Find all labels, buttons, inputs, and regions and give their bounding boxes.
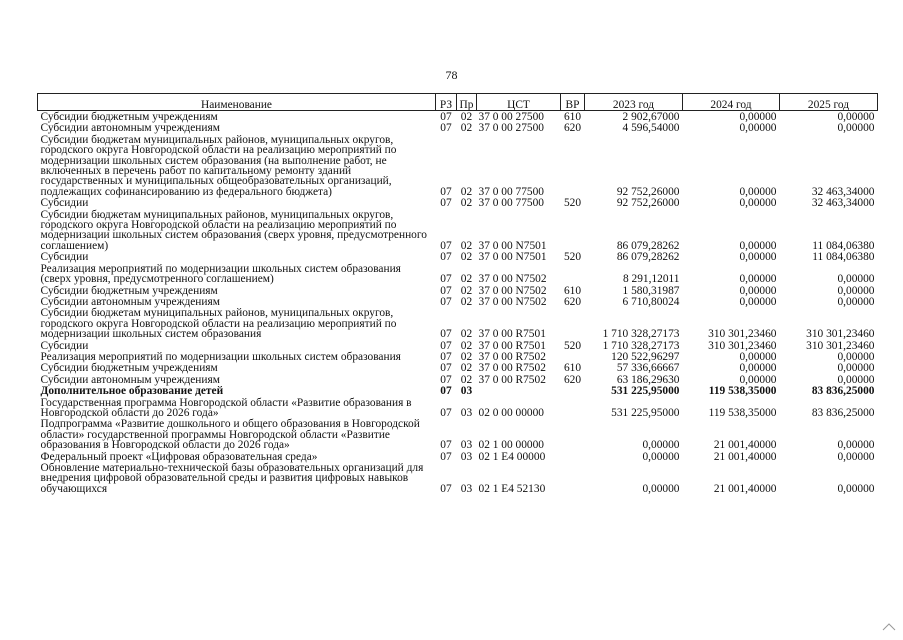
cell-vr [561, 263, 585, 285]
cell-cst: 37 0 00 77500 [478, 185, 544, 198]
cell-cst: 02 1 00 00000 [478, 439, 544, 452]
cell-y2023: 0,00000 [642, 450, 680, 463]
header-rz: РЗ [436, 94, 457, 111]
cell-rz: 07 [440, 350, 452, 363]
table-row [38, 197, 878, 208]
cell-rz: 07 [440, 122, 452, 135]
cell-y2024: 0,00000 [739, 197, 777, 210]
cell-rz: 07 [440, 197, 452, 210]
cell-y2025: 32 463,34000 [811, 197, 875, 210]
cell-name: Субсидии бюджетным учреждениям [40, 111, 218, 123]
cell-name: Субсидии бюджетам муниципальных районов, муниципальных округов, городского округа Новгородской области на реализацию мероприятий по модернизации школьных систем образования [40, 307, 397, 341]
cell-name: Подпрограмма «Развитие дошкольного и общего образования в Новгородской области» государственной программы Новгородской области «Развитие образования в Новгородской области до 2026 года» [40, 418, 420, 452]
cell-y2025: 0,00000 [837, 362, 875, 375]
cell-vr: 520 [563, 251, 582, 264]
cell-rz: 07 [440, 239, 452, 252]
cell-y2024: 310 301,23460 [708, 339, 777, 352]
cell-cst [477, 385, 561, 396]
cell-pr: 03 [460, 385, 473, 398]
cell-name: Субсидии [40, 339, 89, 352]
cell-cst: 37 0 00 R7502 [478, 362, 546, 375]
cell-vr [561, 134, 585, 197]
table-row [38, 296, 878, 307]
cell-pr: 02 [460, 284, 473, 297]
cell-pr: 02 [460, 350, 473, 363]
cell-rz: 07 [440, 295, 452, 308]
cell-name: Субсидии бюджетам муниципальных районов, муниципальных округов, городского округа Новгородской области на реализацию мероприятий по модернизации школьных систем образования (на выполнение работ, не включенных в перечень работ по капитальному ремонту зданий государственных и муниципальных общеобразовательных организаций, подлежащих софинансированию из федерального бюджета) [40, 133, 397, 198]
cell-y2024: 0,00000 [739, 251, 777, 264]
cell-y2025: 0,00000 [837, 350, 875, 363]
cell-cst: 37 0 00 N7502 [478, 295, 547, 308]
cell-y2024: 0,00000 [739, 111, 777, 123]
cell-y2023: 1 710 328,27173 [602, 328, 680, 341]
cell-pr: 03 [460, 439, 473, 452]
cell-y2023: 92 752,26000 [616, 185, 680, 198]
table-row [38, 397, 878, 419]
cell-cst: 37 0 00 N7502 [478, 284, 547, 297]
cell-y2023: 8 291,12011 [622, 273, 680, 286]
cell-cst: 37 0 00 R7501 [478, 328, 546, 341]
cell-y2023: 531 225,95000 [611, 406, 680, 419]
table-row [38, 340, 878, 351]
cell-y2023: 1 580,31987 [622, 284, 680, 297]
cell-y2025: 0,00000 [837, 450, 875, 463]
table-row [38, 418, 878, 450]
cell-y2023: 63 186,29630 [616, 373, 680, 386]
table-row [38, 451, 878, 462]
cell-cst: 37 0 00 27500 [478, 122, 544, 135]
cell-y2025: 310 301,23460 [806, 339, 875, 352]
cell-cst: 37 0 00 27500 [478, 111, 544, 123]
cell-y2023: 57 336,66667 [616, 362, 680, 375]
cell-pr: 02 [460, 197, 473, 210]
cell-vr: 610 [563, 111, 582, 123]
cell-pr: 02 [460, 373, 473, 386]
cell-pr: 02 [460, 273, 473, 286]
cell-cst: 02 1 E4 52130 [478, 482, 546, 495]
cell-cst: 37 0 00 R7501 [478, 339, 546, 352]
cell-y2024: 119 538,35000 [708, 385, 777, 398]
header-vr: ВР [561, 94, 585, 111]
cell-y2025: 0,00000 [837, 295, 875, 308]
cell-pr: 03 [460, 482, 473, 495]
cell-y2023: 120 522,96297 [611, 350, 680, 363]
header-name: Наименование [38, 94, 436, 111]
cell-rz: 07 [440, 450, 452, 463]
cell-y2024: 0,00000 [739, 284, 777, 297]
table-row [38, 385, 878, 396]
page-number: 78 [445, 68, 458, 82]
cell-pr: 03 [460, 450, 473, 463]
header-cst: ЦСТ [477, 94, 561, 111]
cell-cst: 02 0 00 00000 [478, 406, 544, 419]
cell-y2024: 0,00000 [739, 273, 777, 286]
corner-mark-icon [881, 620, 897, 632]
header-2025: 2025 год [780, 94, 878, 111]
cell-rz: 07 [440, 362, 452, 375]
cell-y2025: 32 463,34000 [811, 185, 875, 198]
header-pr: Пр [457, 94, 477, 111]
table-body [38, 111, 878, 495]
table-row [38, 263, 878, 285]
header-2023: 2023 год [585, 94, 683, 111]
cell-pr: 02 [460, 362, 473, 375]
cell-rz: 07 [440, 251, 452, 264]
table-row [38, 209, 878, 252]
table-row [38, 374, 878, 385]
table-row [38, 122, 878, 133]
table-row [38, 285, 878, 296]
cell-name: Субсидии бюджетным учреждениям [40, 284, 218, 297]
cell-vr [561, 397, 585, 419]
cell-rz: 07 [440, 111, 452, 123]
cell-y2025: 83 836,25000 [811, 385, 875, 398]
cell-rz: 07 [440, 406, 452, 419]
cell-y2023: 92 752,26000 [616, 197, 680, 210]
cell-pr: 02 [460, 185, 473, 198]
cell-rz: 07 [440, 385, 452, 398]
cell-y2023: 2 902,67000 [622, 111, 680, 123]
cell-name: Субсидии [40, 197, 89, 210]
cell-y2025: 0,00000 [837, 111, 875, 123]
header-2024: 2024 год [683, 94, 780, 111]
cell-name: Реализация мероприятий по модернизации школьных систем образования (сверх уровня, предусмотренного соглашением) [40, 262, 401, 286]
cell-y2024: 21 001,40000 [713, 439, 777, 452]
cell-cst: 02 1 E4 00000 [478, 450, 546, 463]
cell-y2025: 0,00000 [837, 273, 875, 286]
cell-vr: 610 [563, 284, 582, 297]
cell-y2024: 310 301,23460 [708, 328, 777, 341]
cell-y2025: 83 836,25000 [811, 406, 875, 419]
cell-pr: 02 [460, 295, 473, 308]
cell-vr: 620 [563, 122, 582, 135]
cell-vr [561, 209, 585, 252]
cell-rz: 07 [440, 373, 452, 386]
cell-y2024: 0,00000 [739, 122, 777, 135]
cell-vr: 620 [563, 295, 582, 308]
cell-name: Субсидии автономным учреждениям [40, 122, 220, 135]
cell-vr: 610 [563, 362, 582, 375]
cell-y2025: 0,00000 [837, 122, 875, 135]
table-header [38, 94, 878, 111]
cell-vr: 520 [563, 197, 582, 210]
cell-name: Государственная программа Новгородской области «Развитие образования в Новгородской области до 2026 года» [40, 396, 412, 419]
table-row [38, 462, 878, 494]
cell-y2024: 0,00000 [739, 295, 777, 308]
cell-y2023: 6 710,80024 [622, 295, 680, 308]
cell-vr [561, 418, 585, 450]
cell-name: Дополнительное образование детей [40, 385, 224, 398]
cell-cst: 37 0 00 77500 [478, 197, 544, 210]
cell-y2025: 0,00000 [837, 284, 875, 297]
cell-y2025: 310 301,23460 [806, 328, 875, 341]
cell-y2023: 531 225,95000 [611, 385, 680, 398]
cell-pr: 03 [460, 406, 473, 419]
cell-name: Обновление материально-технической базы образовательных организаций для внедрения цифровой образовательной среды и развития цифровых навыков обучающихся [40, 462, 424, 495]
cell-name: Реализация мероприятий по модернизации школьных систем образования [40, 350, 401, 363]
cell-y2024: 0,00000 [739, 350, 777, 363]
cell-y2025: 0,00000 [837, 439, 875, 452]
cell-name: Федеральный проект «Цифровая образовательная среда» [40, 450, 318, 463]
cell-rz: 07 [440, 328, 452, 341]
cell-cst: 37 0 00 R7502 [478, 373, 546, 386]
cell-y2023: 86 079,28262 [616, 251, 680, 264]
cell-y2023: 1 710 328,27173 [602, 339, 680, 352]
cell-pr: 02 [460, 122, 473, 135]
table-row [38, 362, 878, 373]
table-row [38, 251, 878, 262]
cell-rz: 07 [440, 284, 452, 297]
table-row [38, 134, 878, 197]
cell-y2025: 0,00000 [837, 482, 875, 495]
cell-vr: 520 [563, 339, 582, 352]
cell-rz: 07 [440, 439, 452, 452]
cell-y2024: 119 538,35000 [708, 406, 777, 419]
cell-y2024: 0,00000 [739, 373, 777, 386]
cell-vr [561, 451, 585, 462]
cell-pr: 02 [460, 339, 473, 352]
cell-pr: 02 [460, 328, 473, 341]
cell-name: Субсидии автономным учреждениям [40, 295, 220, 308]
cell-y2023: 0,00000 [642, 439, 680, 452]
cell-y2023: 86 079,28262 [616, 239, 680, 252]
cell-y2024: 21 001,40000 [713, 450, 777, 463]
cell-vr [561, 462, 585, 494]
cell-y2025: 11 084,06380 [812, 251, 875, 264]
cell-cst: 37 0 00 N7501 [478, 251, 547, 264]
cell-cst: 37 0 00 R7502 [478, 350, 546, 363]
cell-name: Субсидии [40, 251, 89, 264]
cell-y2023: 0,00000 [642, 482, 680, 495]
cell-pr: 02 [460, 251, 473, 264]
cell-y2024: 0,00000 [739, 239, 777, 252]
cell-y2025: 11 084,06380 [812, 239, 875, 252]
table-row [38, 111, 878, 123]
table-row [38, 351, 878, 362]
cell-pr: 02 [460, 239, 473, 252]
cell-vr [561, 385, 585, 396]
cell-vr [561, 351, 585, 362]
cell-name: Субсидии автономным учреждениям [40, 373, 220, 386]
cell-name: Субсидии бюджетам муниципальных районов, муниципальных округов, городского округа Новгородской области на реализацию мероприятий по модернизации школьных систем образования (сверх уровня, предусмотренного соглашением) [40, 208, 427, 252]
cell-rz: 07 [440, 273, 452, 286]
cell-vr: 620 [563, 373, 582, 386]
cell-y2023: 4 596,54000 [622, 122, 680, 135]
cell-cst: 37 0 00 N7502 [478, 273, 547, 286]
cell-rz: 07 [440, 339, 452, 352]
cell-y2024: 0,00000 [739, 362, 777, 375]
cell-y2025: 0,00000 [837, 373, 875, 386]
cell-y2024: 21 001,40000 [713, 482, 777, 495]
cell-y2024: 0,00000 [739, 185, 777, 198]
budget-table [37, 93, 878, 494]
cell-pr: 02 [460, 111, 473, 123]
cell-rz: 07 [440, 185, 452, 198]
cell-rz: 07 [440, 482, 452, 495]
table-row [38, 307, 878, 339]
cell-cst: 37 0 00 N7501 [478, 239, 547, 252]
cell-vr [561, 307, 585, 339]
cell-name: Субсидии бюджетным учреждениям [40, 362, 218, 375]
